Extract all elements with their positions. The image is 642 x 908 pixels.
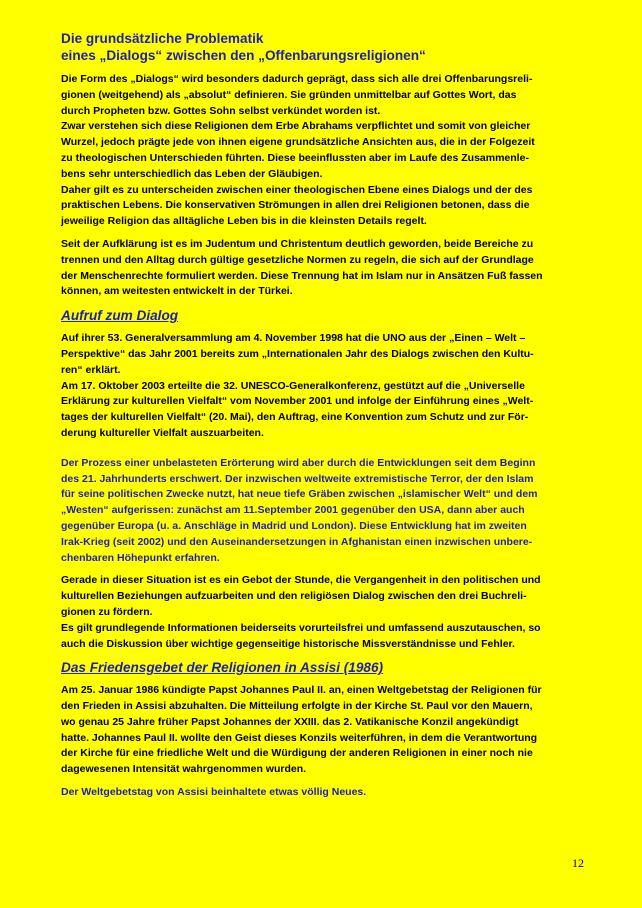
text-line: praktischen Lebens. Die konservativen Strömungen in allen drei Religionen betonen, dass die bbox=[61, 199, 530, 212]
text-line: Perspektive“ das Jahr 2001 bereits zum „Internationalen Jahr des Dialogs zwischen den Kultu- bbox=[61, 347, 534, 360]
text-line: den Frieden in Assisi abzuhalten. Die Mitteilung erfolgte in der Kirche St. Paul vor den Mauern, bbox=[61, 700, 533, 713]
text-line: „Westen“ aufgerissen: zunächst am 11.September 2001 gegenüber den USA, dann aber auch bbox=[61, 504, 525, 517]
text-line: wo genau 25 Jahre früher Papst Johannes der XXIII. das 2. Vatikanische Konzil angekündigt bbox=[61, 715, 519, 728]
text-line: hatte. Johannes Paul II. wollte den Geist dieses Konzils weiterführen, in dem die Verantwortung bbox=[61, 731, 538, 744]
text-line: dagewesenen Intensität wahrgenommen wurden. bbox=[61, 763, 307, 776]
text-line: durch Propheten bzw. Gottes Sohn selbst verkündet worden ist. bbox=[61, 104, 381, 117]
text-line: für seine politischen Zwecke nutzt, hat neue tiefe Gräben zwischen „islamischer Welt“ und dem bbox=[61, 488, 538, 501]
text-line: der Menschenrechte formuliert werden. Diese Trennung hat im Islam nur in Ansätzen Fuß fassen bbox=[61, 269, 543, 282]
text-line: Am 17. Oktober 2003 erteilte die 32. UNESCO-Generalkonferenz, gestützt auf die „Universelle bbox=[61, 379, 525, 392]
text-line: Gerade in dieser Situation ist es ein Gebot der Stunde, die Vergangenheit in den politischen und bbox=[61, 574, 541, 587]
text-line: Am 25. Januar 1986 kündigte Papst Johannes Paul II. an, einen Weltgebetstag der Religionen für bbox=[61, 684, 542, 697]
text-line: gionen zu fördern. bbox=[61, 605, 153, 618]
text-line: gionen (weitgehend) als „absolut“ definieren. Sie gründen unmittelbar auf Gottes Wort, das bbox=[61, 88, 517, 101]
text-line: Daher gilt es zu unterscheiden zwischen einer theologischen Ebene eines Dialogs und der des bbox=[61, 183, 533, 196]
text-line: jeweilige Religion das alltägliche Leben bis in die kleinsten Details regelt. bbox=[61, 215, 427, 228]
text-line: der Kirche für eine friedliche Welt und die Würdigung der anderen Religionen in einer noch nie bbox=[61, 747, 533, 760]
assisi-paragraph-1 bbox=[61, 683, 584, 778]
aufruf-paragraph-3 bbox=[61, 573, 584, 652]
text-line: Auf ihrer 53. Generalversammlung am 4. November 1998 hat die UNO aus der „Einen – Welt – bbox=[61, 332, 526, 345]
section-title-aufruf: Aufruf zum Dialog bbox=[61, 308, 179, 324]
text-line: Erklärung zur kulturellen Vielfalt“ vom November 2001 und infolge der Einführung eines „Welt- bbox=[61, 395, 534, 408]
intro-paragraph-2 bbox=[61, 237, 584, 300]
text-line: gegenüber Europa (u. a. Anschläge in Madrid und London). Diese Entwicklung hat im zweiten bbox=[61, 519, 527, 532]
page-number: 12 bbox=[572, 856, 584, 870]
aufruf-paragraph-2 bbox=[61, 456, 584, 567]
text-line: trennen und den Alltag durch gültige gesetzliche Normen zu regeln, die sich auf der Grundlage bbox=[61, 253, 534, 266]
text-line: Es gilt grundlegende Informationen beiderseits vorurteilsfrei und umfassend auszutauschen, so bbox=[61, 621, 541, 634]
text-line: auch die Diskussion über wichtige gegenseitige historische Missverständnisse und Fehler. bbox=[61, 637, 515, 650]
assisi-paragraph-2 bbox=[61, 785, 584, 801]
text-line: ren“ erklärt. bbox=[61, 363, 121, 376]
text-line: Der Prozess einer unbelasteten Erörterung wird aber durch die Entwicklungen seit dem Beginn bbox=[61, 456, 536, 469]
aufruf-paragraph-1 bbox=[61, 331, 584, 442]
text-line: Seit der Aufklärung ist es im Judentum und Christentum deutlich geworden, beide Bereiche zu bbox=[61, 237, 534, 250]
text-line: chenbaren Höhepunkt erfahren. bbox=[61, 551, 220, 564]
text-line: tages der kulturellen Vielfalt“ (20. Mai), den Auftrag, eine Konvention zum Schutz und zur För- bbox=[61, 411, 529, 424]
text-line: derung kultureller Vielfalt auszuarbeiten. bbox=[61, 426, 264, 439]
text-line: Der Weltgebetstag von Assisi beinhaltete etwas völlig Neues. bbox=[61, 786, 367, 799]
text-line: Wurzel, jedoch prägte jede von ihnen eigene grundsätzliche Ansichten aus, die in der Folgezeit bbox=[61, 136, 535, 149]
text-line: Zwar verstehen sich diese Religionen dem Erbe Abrahams verpflichtet und somit von gleicher bbox=[61, 120, 531, 133]
intro-paragraph-1 bbox=[61, 72, 584, 230]
text-line: bens sehr unterschiedlich das Leben der Gläubigen. bbox=[61, 167, 323, 180]
text-line: zu theologischen Unterschieden führten. Diese beeinflussten aber im Laufe des Zusammenle- bbox=[61, 151, 529, 164]
heading-line-1: Die grundsätzliche Problematik bbox=[61, 31, 264, 46]
text-line: des 21. Jahrhunderts erschwert. Der inzwischen weltweite extremistische Terror, der den Islam bbox=[61, 472, 534, 485]
text-line: Die Form des „Dialogs“ wird besonders dadurch geprägt, dass sich alle drei Offenbarungsreli- bbox=[61, 73, 533, 85]
page-heading bbox=[61, 30, 584, 64]
section-title-assisi: Das Friedensgebet der Religionen in Assisi (1986) bbox=[61, 660, 384, 676]
text-line: Irak-Krieg (seit 2002) und den Auseinandersetzungen in Afghanistan einen inzwischen unbere- bbox=[61, 535, 533, 548]
text-line: können, am weitesten entwickelt in der Türkei. bbox=[61, 285, 293, 298]
text-line: kulturellen Beziehungen aufzuarbeiten und den religiösen Dialog zwischen den drei Buchreli- bbox=[61, 590, 527, 603]
heading-line-2: eines „Dialogs“ zwischen den „Offenbarungsreligionen“ bbox=[61, 48, 426, 63]
